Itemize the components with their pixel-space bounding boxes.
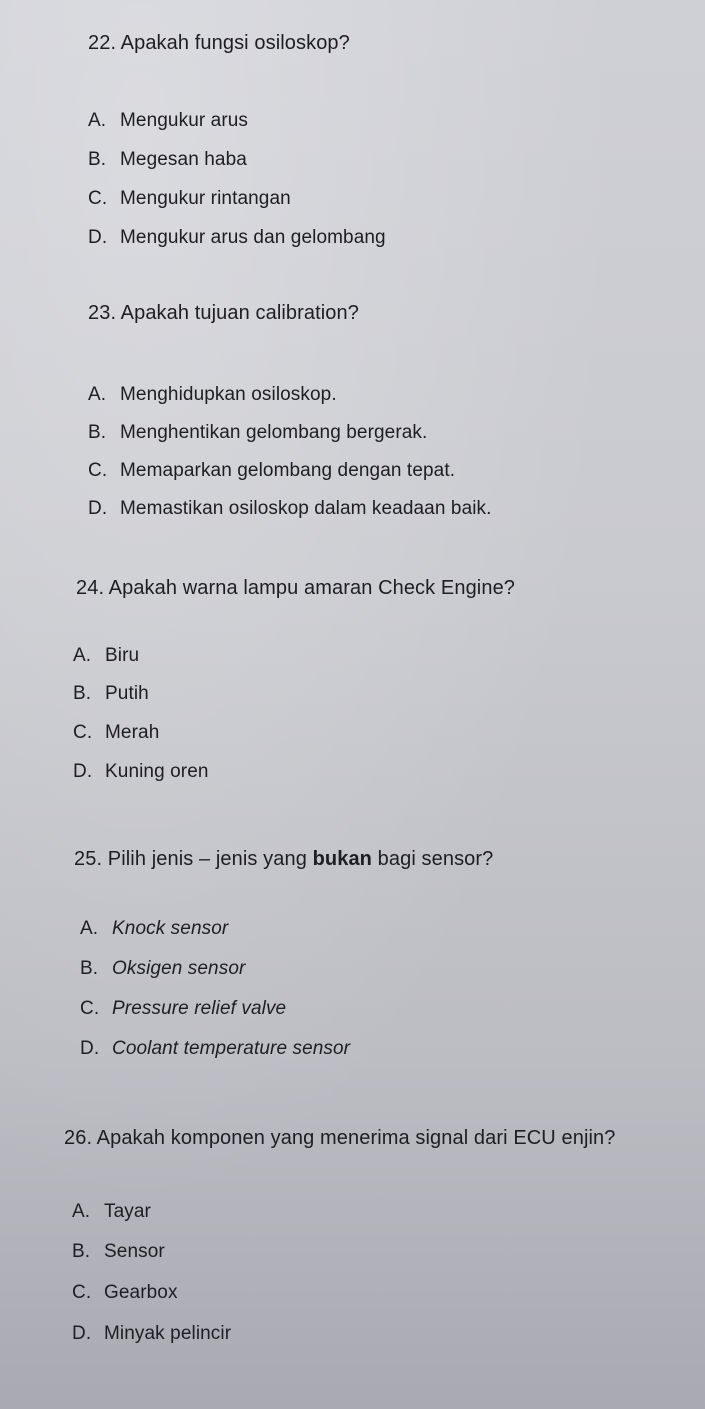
option-text: Pressure relief valve [112, 998, 287, 1019]
question-stem: 26. Apakah komponen yang menerima signal dari ECU enjin? [64, 1127, 616, 1149]
option-text: Memaparkan gelombang dengan tepat. [120, 460, 456, 481]
question-stem: 23. Apakah tujuan calibration? [88, 302, 359, 324]
option-d [88, 227, 386, 249]
option-a [73, 645, 139, 667]
option-letter: B. [73, 683, 92, 704]
option-text: Biru [105, 645, 140, 666]
option-letter: D. [72, 1323, 92, 1344]
option-b [88, 422, 427, 444]
option-b [73, 683, 149, 705]
option-a [72, 1201, 151, 1223]
option-text: Gearbox [104, 1282, 178, 1303]
question-stem-end: bagi sensor? [372, 848, 494, 870]
question-24 [73, 577, 516, 782]
question-22 [88, 32, 386, 248]
option-text: Putih [105, 683, 149, 704]
option-d [72, 1323, 231, 1345]
option-letter: B. [80, 958, 99, 979]
option-c [72, 1282, 178, 1304]
option-c [73, 722, 159, 744]
option-letter: B. [88, 422, 107, 443]
question-stem-emphasis: bukan [312, 848, 372, 870]
option-text: Minyak pelincir [104, 1323, 232, 1344]
question-25 [74, 848, 494, 1059]
option-letter: D. [88, 227, 108, 248]
option-d [73, 761, 209, 783]
option-c [80, 998, 286, 1020]
question-23 [88, 302, 492, 519]
option-letter: D. [73, 761, 93, 782]
option-b [88, 149, 247, 171]
option-letter: A. [72, 1201, 91, 1222]
option-letter: C. [73, 722, 93, 743]
option-text: Kuning oren [105, 761, 209, 782]
option-text: Merah [105, 722, 160, 743]
question-stem: 24. Apakah warna lampu amaran Check Engine? [76, 577, 516, 599]
option-letter: A. [80, 918, 99, 939]
option-letter: A. [88, 384, 107, 405]
option-b [72, 1241, 165, 1263]
option-text: Oksigen sensor [112, 958, 246, 979]
option-b [80, 958, 245, 980]
option-text: Mengukur rintangan [120, 188, 291, 209]
option-a [88, 110, 248, 132]
option-text: Menghidupkan osiloskop. [120, 384, 337, 405]
option-letter: C. [80, 998, 100, 1019]
option-letter: A. [88, 110, 107, 131]
option-letter: C. [88, 460, 108, 481]
option-letter: C. [72, 1282, 92, 1303]
option-a [88, 384, 337, 406]
option-letter: D. [80, 1038, 100, 1059]
option-text: Megesan haba [120, 149, 247, 170]
option-c [88, 188, 291, 210]
option-letter: B. [72, 1241, 91, 1262]
option-text: Sensor [104, 1241, 165, 1262]
option-letter: A. [73, 645, 92, 666]
question-26 [64, 1127, 616, 1344]
question-stem [74, 848, 493, 871]
option-d [88, 498, 492, 520]
option-text: Coolant temperature sensor [112, 1038, 351, 1059]
option-text: Mengukur arus [120, 110, 249, 131]
option-text: Tayar [104, 1201, 151, 1222]
option-text: Mengukur arus dan gelombang [120, 227, 386, 248]
question-stem-start: 25. Pilih jenis – jenis yang [74, 848, 313, 870]
option-text: Memastikan osiloskop dalam keadaan baik. [120, 498, 492, 519]
option-letter: C. [88, 188, 108, 209]
option-letter: B. [88, 149, 107, 170]
option-letter: D. [88, 498, 108, 519]
option-d [80, 1038, 350, 1060]
option-a [80, 918, 228, 940]
option-text: Knock sensor [112, 918, 229, 939]
option-text: Menghentikan gelombang bergerak. [120, 422, 428, 443]
option-c [88, 460, 455, 482]
question-stem: 22. Apakah fungsi osiloskop? [88, 32, 350, 54]
